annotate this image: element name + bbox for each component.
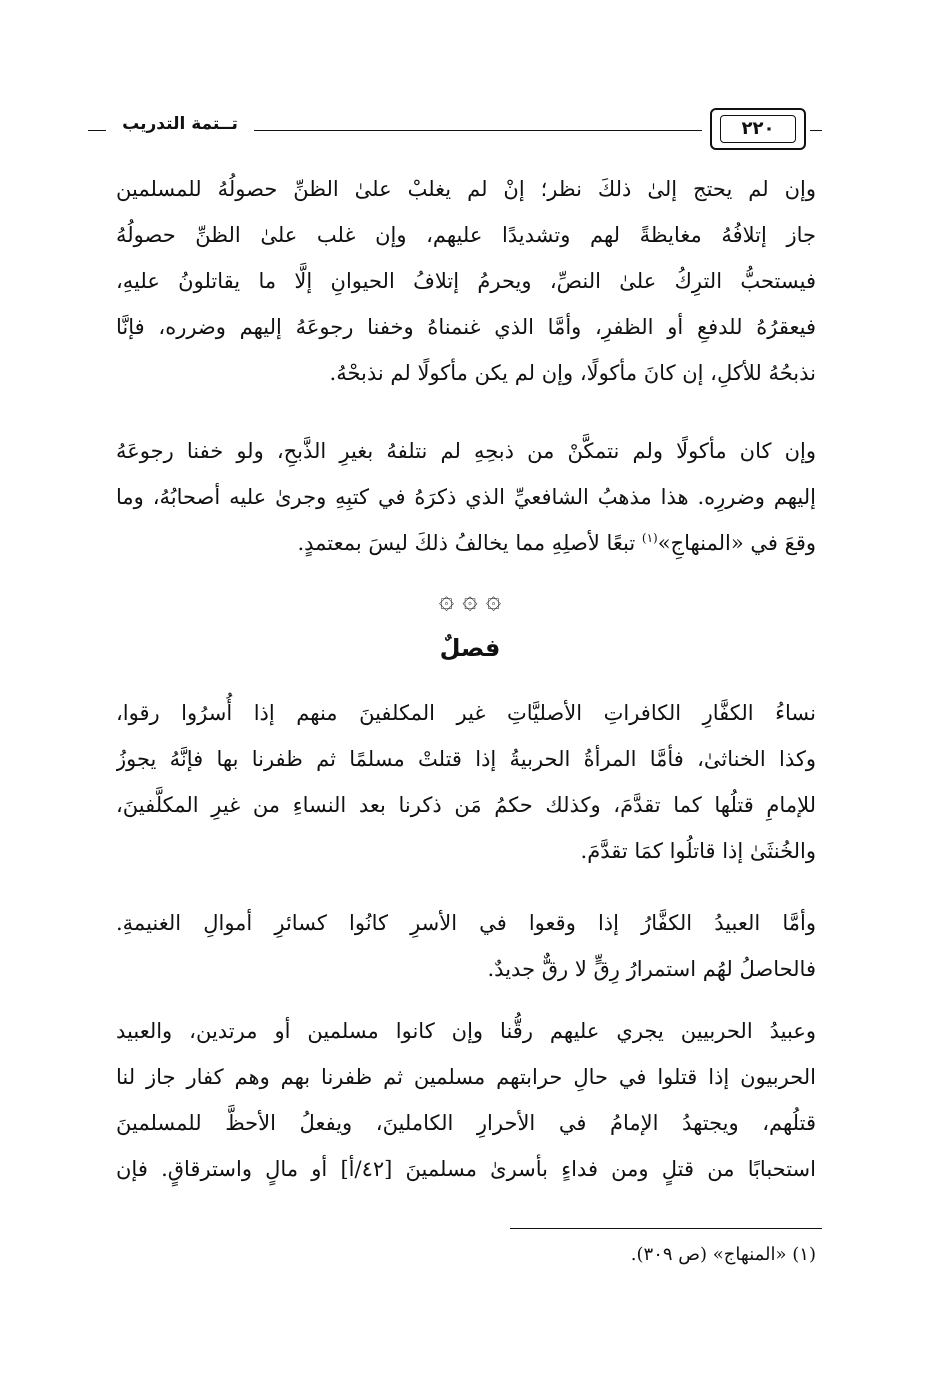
paragraph-1 <box>116 166 816 396</box>
text-line: الحربيون إذا قتلوا في حالِ حرابتهم مسلمين ثم ظفرنا بهم وهم كفار جاز لنا <box>116 1065 816 1089</box>
text-fragment: وقعَ في «المنهاجِ» <box>657 531 816 555</box>
text-line: استحبابًا من قتلٍ ومن فداءٍ بأسرىٰ مسلمينَ [٤٢/أ] أو مالٍ واسترقاقٍ. فإن <box>116 1157 816 1181</box>
text-line: وأمَّا العبيدُ الكفَّارُ إذا وقعوا في الأسرِ كانُوا كسائرِ أموالِ الغنيمةِ. <box>116 911 816 935</box>
text-line: وإن لم يحتج إلىٰ ذلكَ نظر؛ إنْ لم يغلبْ علىٰ الظنِّ حصولُهُ للمسلمين <box>116 177 816 201</box>
header-rule-right <box>810 130 822 131</box>
paragraph-3 <box>116 690 816 874</box>
footnote: (١) «المنهاج» (ص ٣٠٩). <box>630 1244 816 1265</box>
text-line: فيستحبُّ الترِكُ علىٰ النصِّ، ويحرمُ إتلافُ الحيوانِ إلَّا ما يقاتلونُ عليهِ، <box>116 269 816 293</box>
text-line: وكذا الخناثىٰ، فأمَّا المرأةُ الحربيةُ إذا قتلتْ مسلمًا ثم ظفرنا بها فإنَّهُ يجوزُ <box>116 747 816 771</box>
header-rule-left <box>88 130 106 131</box>
text-line: قتلُهم، ويجتهدُ الإمامُ في الأحرارِ الكاملينَ، ويفعلُ الأحظَّ للمسلمينَ <box>116 1111 816 1135</box>
section-heading: فصلٌ <box>439 634 501 662</box>
text-line <box>116 520 816 566</box>
text-line: إليهم وضررِه. هذا مذهبُ الشافعيِّ الذي ذكرَهُ في كتبِهِ وجرىٰ عليه أصحابُهُ، وما <box>116 485 816 509</box>
paragraph-2 <box>116 428 816 566</box>
paragraph-4 <box>116 900 816 992</box>
page-header <box>88 108 822 156</box>
footnote-separator <box>510 1228 822 1229</box>
text-line: والخُنثَىٰ إذا قاتلُوا كمَا تقدَّمَ. <box>580 839 816 863</box>
page-number-frame <box>710 108 806 150</box>
text-line: للإمامِ قتلُها كما تقدَّمَ، وكذلك حكمُ مَن ذكرنا بعد النساءِ من غيرِ المكلَّفينَ، <box>116 793 816 817</box>
page-number: ٢٢٠ <box>720 115 796 143</box>
paragraph-5 <box>116 1008 816 1192</box>
header-rule-middle <box>254 130 702 131</box>
text-line: فيعقرُهُ للدفعِ أو الظفرِ، وأمَّا الذي غنمناهُ وخفنا رجوعَهُ إليهم وضرره، فإنَّا <box>116 315 816 339</box>
text-line: نساءُ الكفَّارِ الكافراتِ الأصليَّاتِ غير المكلفينَ منهم إذا أُسرُوا رقوا، <box>116 701 816 725</box>
text-fragment: تبعًا لأصلِهِ مما يخالفُ ذلكَ ليسَ بمعتمدٍ. <box>297 531 642 555</box>
footnote-reference[interactable]: (١) <box>641 531 658 545</box>
text-line: وعبيدُ الحربيين يجري عليهم رقُّنا وإن كانوا مسلمين أو مرتدين، والعبيد <box>116 1019 816 1043</box>
running-title: تــتمة التدريب <box>122 114 238 134</box>
section-divider-ornaments: ۞ ۞ ۞ <box>438 585 502 615</box>
text-line: جاز إتلافُهُ مغايظةً لهم وتشديدًا عليهم، وإن غلب علىٰ الظنِّ حصولُهُ <box>116 223 816 247</box>
text-line: نذبحُهُ للأكلِ، إن كانَ مأكولًا، وإن لم يكن مأكولًا لم نذبحْهُ. <box>329 361 816 385</box>
text-line: وإن كان مأكولًا ولم نتمكَّنْ من ذبحِهِ لم نتلفهُ بغيرِ الذَّبحِ، ولو خفنا رجوعَهُ <box>116 439 816 463</box>
text-line: فالحاصلُ لهُم استمرارُ رِقٍّ لا رقٌّ جديدٌ. <box>487 957 816 981</box>
